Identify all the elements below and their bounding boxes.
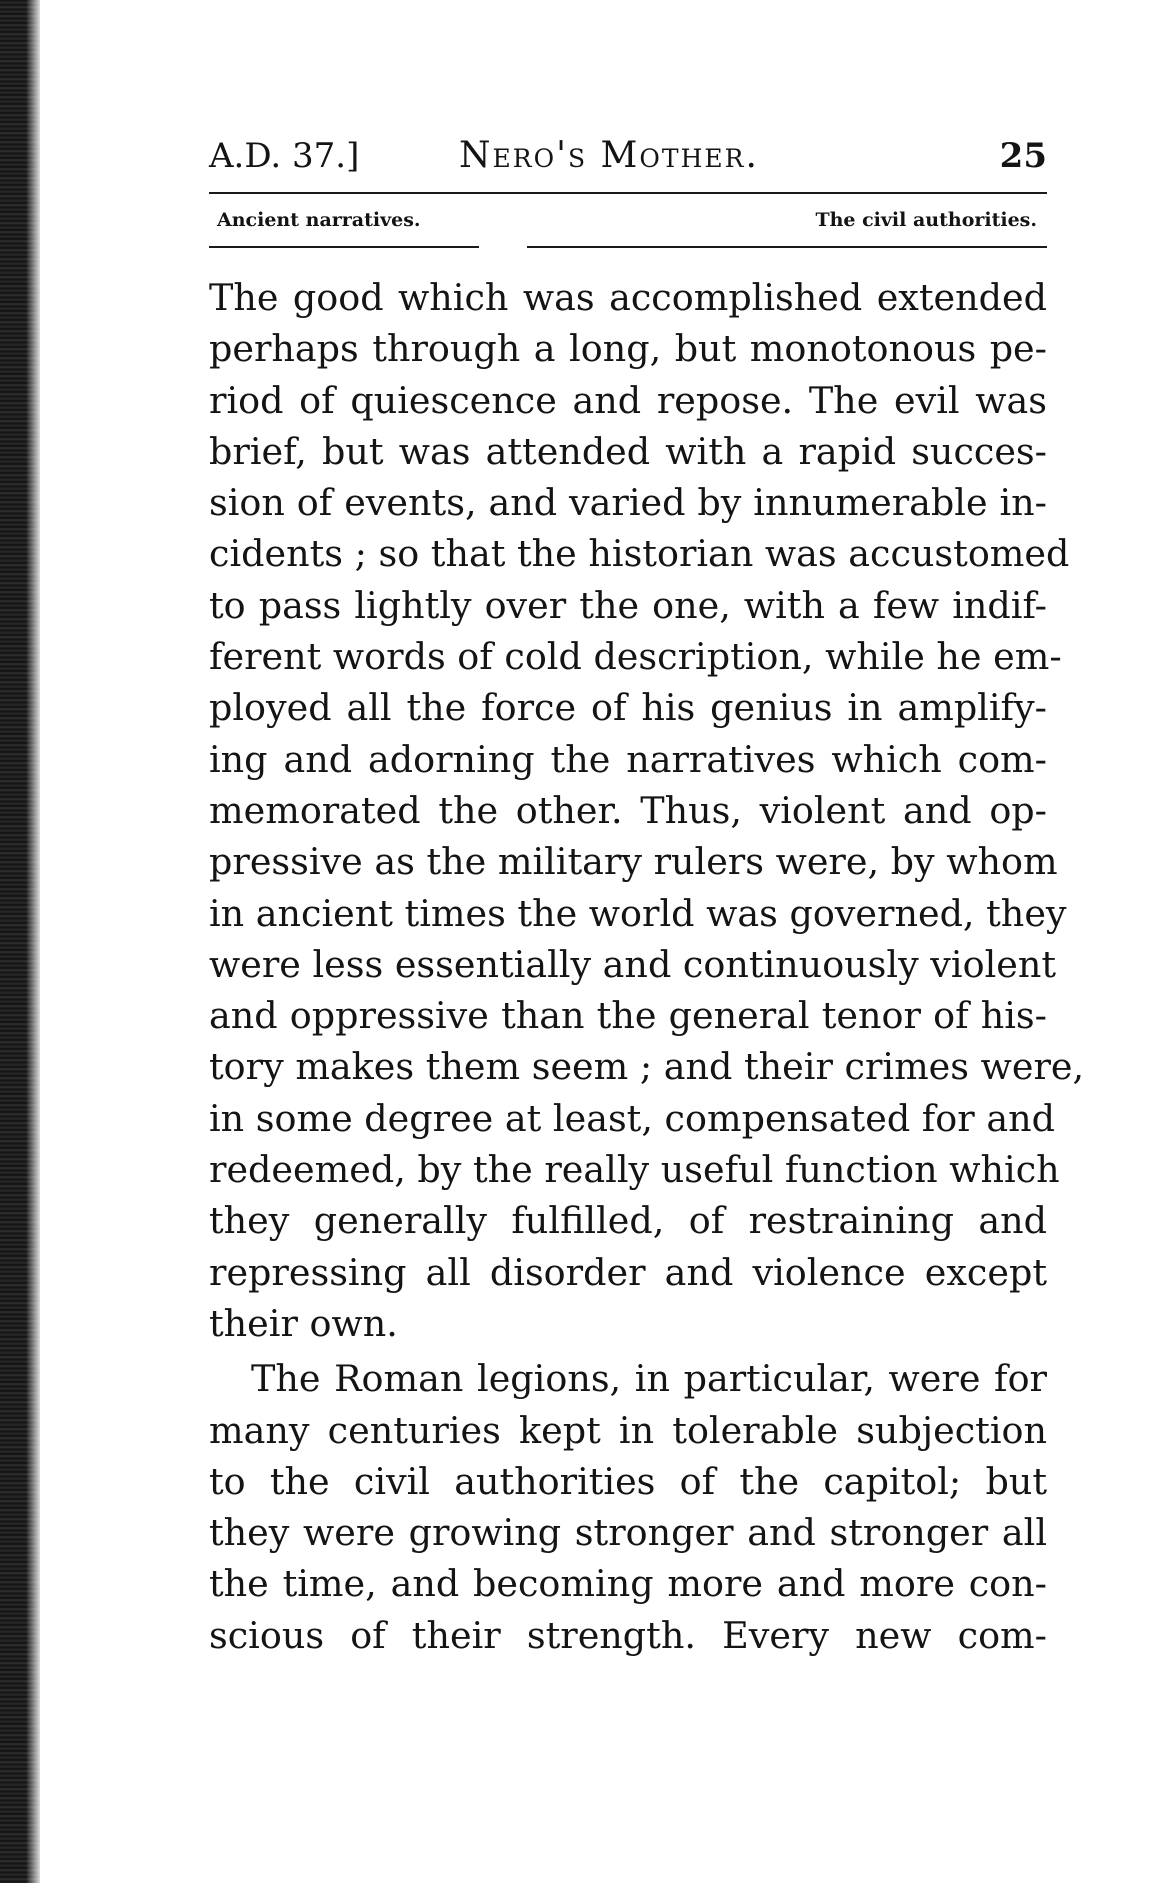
text-line: many centuries kept in tolerable subjection xyxy=(209,1408,1047,1452)
text-line: to pass lightly over the one, with a few indif- xyxy=(209,583,1047,627)
text-line: The good which was accomplished extended xyxy=(209,276,1047,319)
text-line: sion of events, and varied by innumerable in- xyxy=(209,481,1047,525)
text-line: the time, and becoming more and more con- xyxy=(209,1562,1047,1606)
sidenotes xyxy=(209,204,1047,236)
body-text xyxy=(209,272,1085,1661)
page-number: 25 xyxy=(999,136,1047,176)
text-line: were less essentially and continuously violent xyxy=(209,942,1057,986)
text-line: tory makes them seem ; and their crimes were, xyxy=(209,1045,1085,1089)
text-line: ferent words of cold description, while he em- xyxy=(209,635,1062,679)
text-line: The Roman legions, in particular, were for xyxy=(251,1357,1047,1401)
text-line: in some degree at least, compensated for and xyxy=(209,1096,1055,1140)
scan-binding-edge xyxy=(0,0,40,1883)
text-line: ing and adorning the narratives which com- xyxy=(209,737,1047,781)
paragraph-2 xyxy=(209,1353,1047,1661)
sidenote-right: The civil authorities. xyxy=(815,209,1037,231)
sidenote-rule-right xyxy=(527,246,1047,248)
text-line: redeemed, by the really useful function which xyxy=(209,1148,1060,1192)
text-line: perhaps through a long, but monotonous pe- xyxy=(209,327,1047,371)
running-head xyxy=(209,132,1047,180)
text-line: and oppressive than the general tenor of his- xyxy=(209,994,1047,1038)
text-line: riod of quiescence and repose. The evil was xyxy=(209,378,1047,422)
text-line: in ancient times the world was governed, they xyxy=(209,891,1067,935)
text-line: they were growing stronger and stronger all xyxy=(209,1511,1047,1555)
text-line: memorated the other. Thus, violent and op- xyxy=(209,788,1047,832)
sidenote-left: Ancient narratives. xyxy=(217,209,421,231)
text-line: their own. xyxy=(209,1301,398,1345)
text-line: ployed all the force of his genius in amplify- xyxy=(209,686,1047,730)
text-line: they generally fulfilled, of restraining and xyxy=(209,1199,1047,1243)
running-head-date: A.D. 37.] xyxy=(209,136,360,176)
sidenote-rule-left xyxy=(209,246,479,248)
text-line: scious of their strength. Every new com- xyxy=(209,1613,1047,1657)
paragraph-1 xyxy=(209,272,1085,1349)
text-line: repressing all disorder and violence except xyxy=(209,1250,1047,1294)
text-line: cidents ; so that the historian was accustomed xyxy=(209,532,1070,576)
text-line: to the civil authorities of the capitol; but xyxy=(209,1459,1047,1503)
running-head-title: Nero's Mother. xyxy=(459,135,759,176)
text-line: brief, but was attended with a rapid succes- xyxy=(209,429,1047,473)
header-rule xyxy=(209,192,1047,194)
text-line: pressive as the military rulers were, by whom xyxy=(209,840,1058,884)
